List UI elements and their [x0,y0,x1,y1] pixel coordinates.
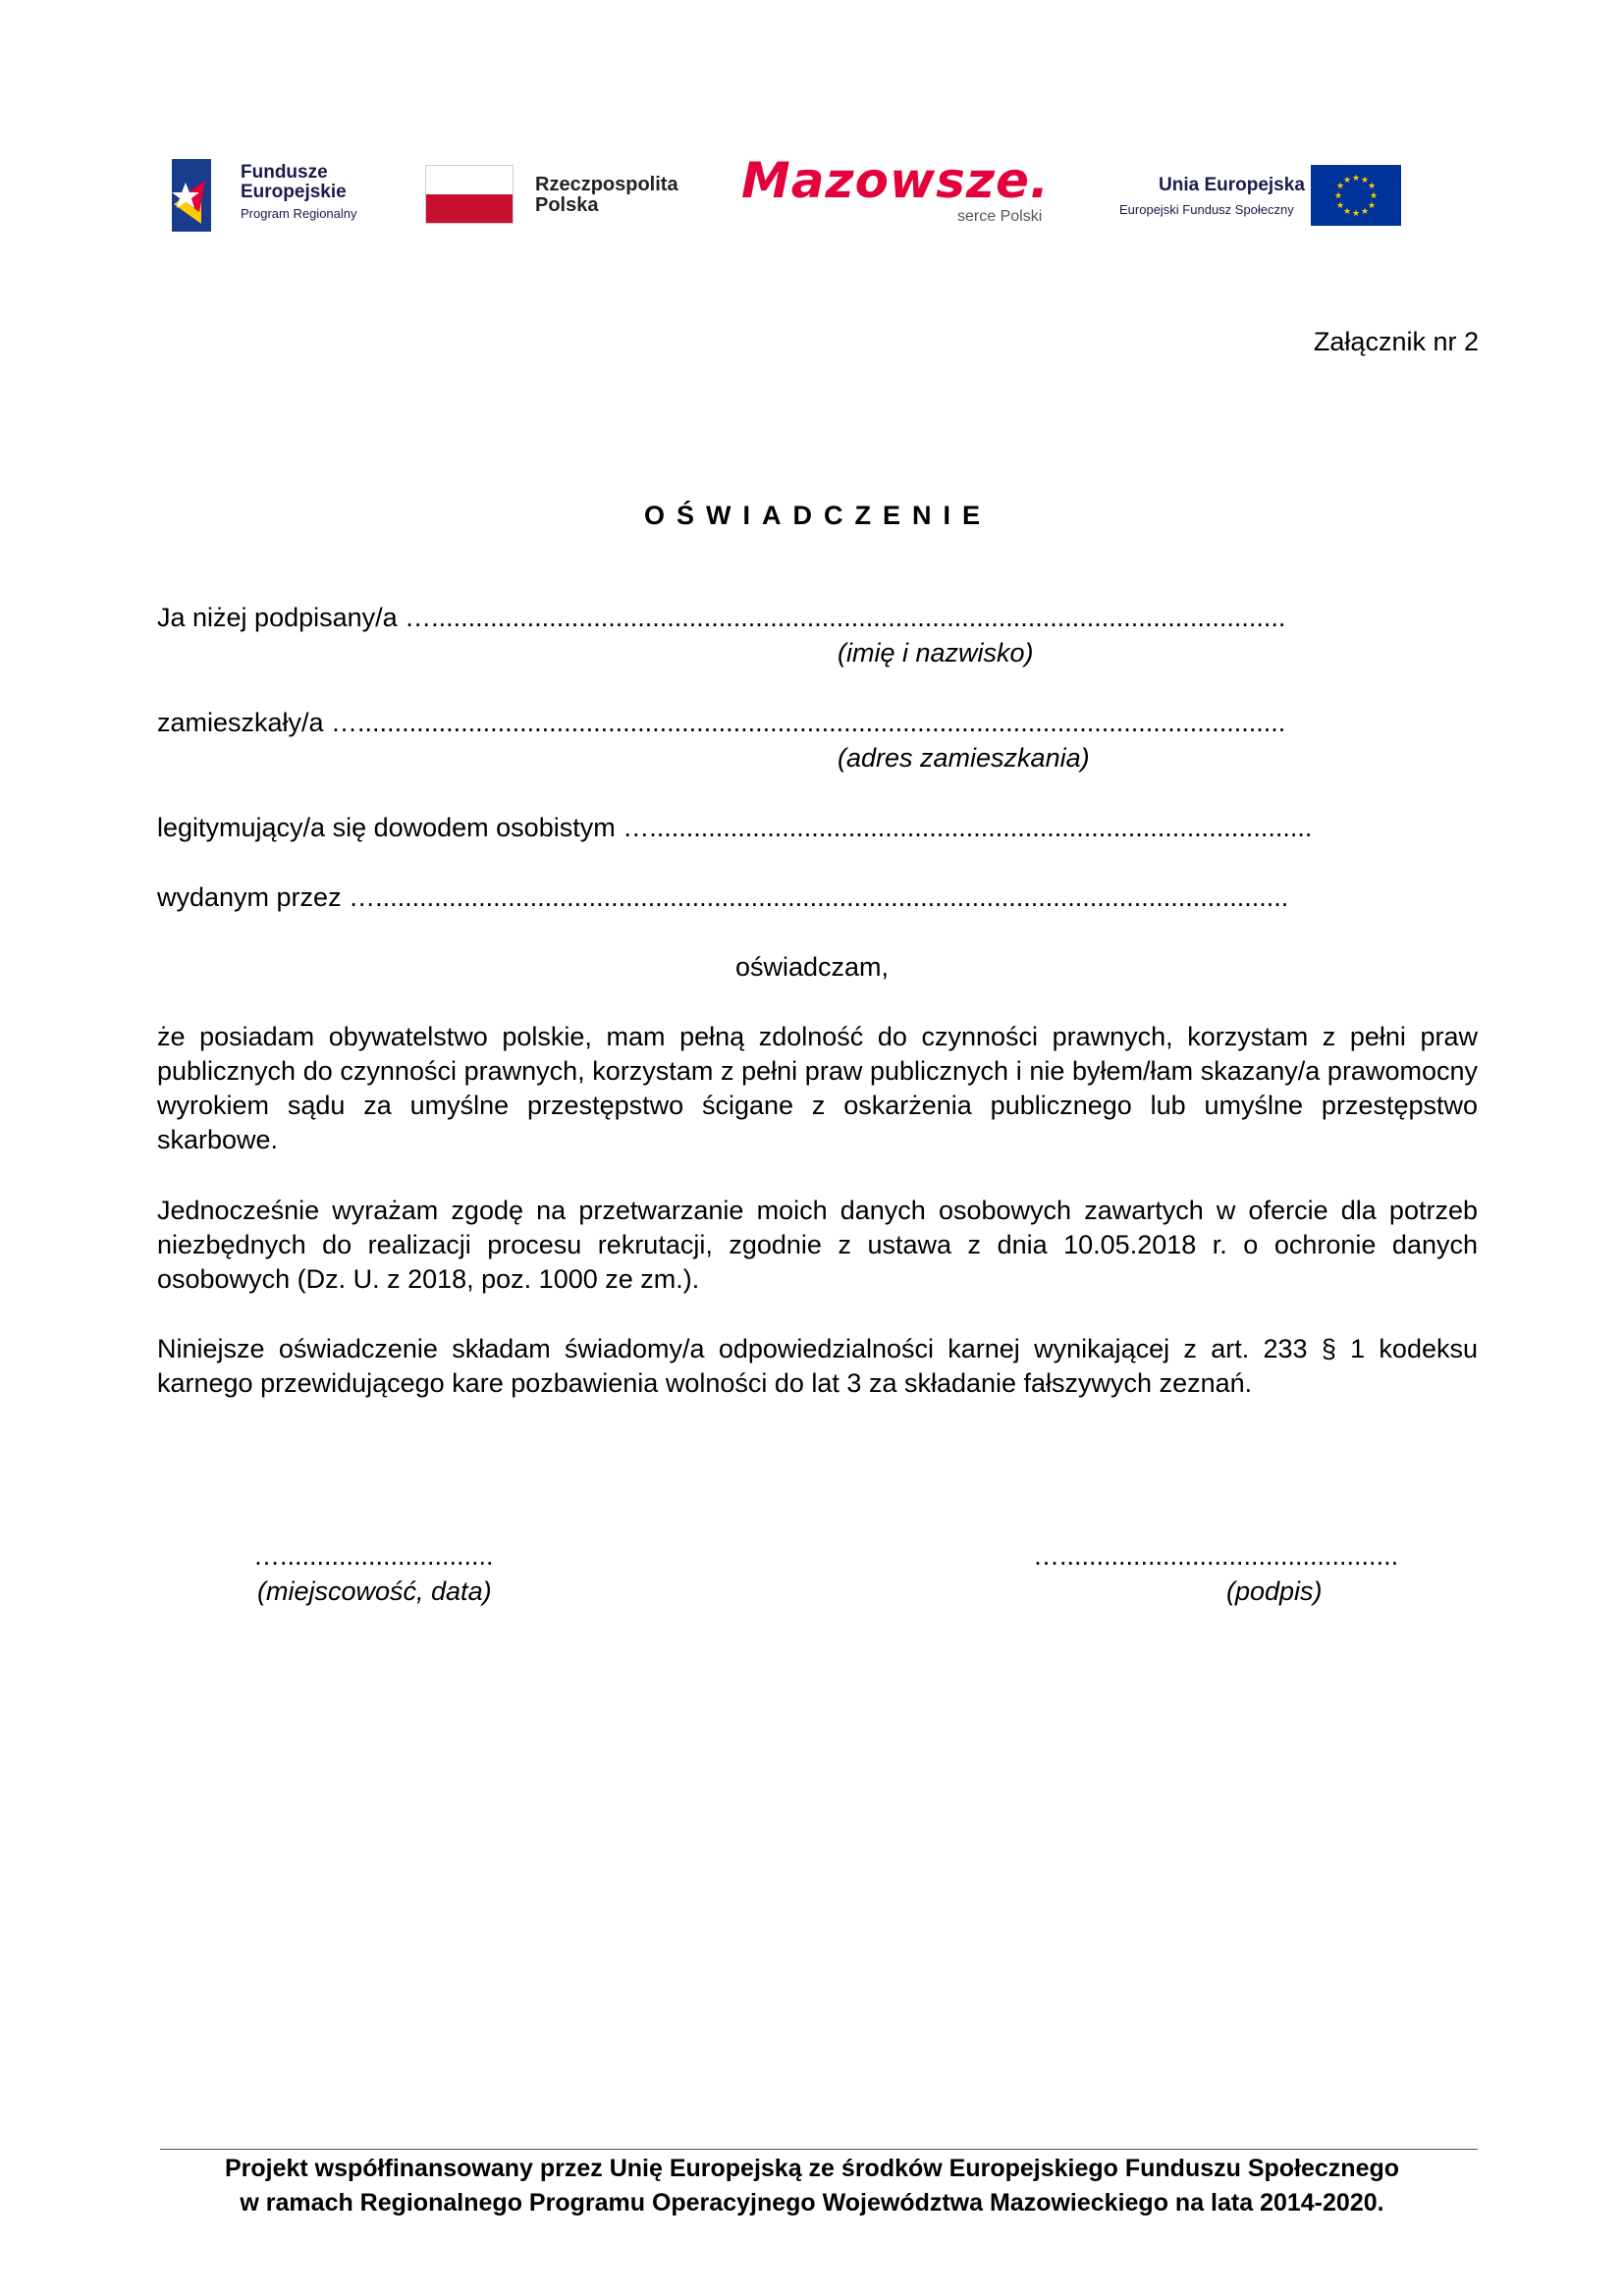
footer-divider [160,2149,1478,2150]
paragraph-liability: Niniejsze oświadczenie składam świadomy/a odpowiedzialności karnej wynikającej z art. 233 § 1 kodeksu karnego przewidującego kare pozbawienia wolności do lat 3 za składanie fałszywych zeznań. [157,1334,1478,1398]
document-title: OŚWIADCZENIE [643,501,992,530]
eu-flag-icon [1311,165,1401,226]
svg-text:★: ★ [1367,182,1377,191]
footer-line-1: Projekt współfinansowany przez Unię Europejską ze środków Europejskiego Funduszu Społecznego [224,2155,1400,2182]
place-date-label: (miejscowość, data) [257,1576,492,1606]
logo-fundusze-europejskie [172,147,407,236]
address-hint: (adres zamieszkania) [838,743,1090,773]
svg-text:★: ★ [1335,182,1345,191]
place-date-field[interactable]: …............................. [253,1541,494,1571]
ue-fund-name: Europejski Fundusz Społeczny [1119,202,1294,217]
logo-bar [162,147,1429,236]
svg-text:★: ★ [1342,176,1352,186]
svg-text:★: ★ [1351,209,1361,219]
mazowsze-wordmark: Mazowsze. [741,152,1050,209]
svg-text:★: ★ [1367,201,1377,211]
issued-by-field[interactable]: wydanym przez …............................................................................................................................ [157,882,1289,912]
fe-name-line1: Fundusze [241,162,328,183]
svg-text:★: ★ [1369,191,1379,201]
fundusze-europejskie-emblem-icon [172,155,231,234]
mazowsze-tagline: serce Polski [957,208,1043,225]
svg-text:★: ★ [1335,201,1345,211]
svg-text:★: ★ [1360,207,1370,217]
ue-name: Unia Europejska [1159,175,1305,195]
logo-rzeczpospolita-polska [425,147,700,236]
svg-text:★: ★ [1351,174,1361,184]
address-field[interactable]: zamieszkały/a ….............................................................................................................................. [157,708,1286,737]
annex-label: Załącznik nr 2 [1313,327,1479,356]
declare-heading: oświadczam, [734,952,890,982]
id-document-field[interactable]: legitymujący/a się dowodem osobistym ….......................................................................................... [157,813,1313,842]
signature-field[interactable]: ….............................................. [1033,1541,1399,1571]
logo-mazowsze [741,147,1065,236]
svg-text:★: ★ [1342,207,1352,217]
polish-flag-icon [425,165,514,224]
svg-text:★: ★ [1333,191,1343,201]
eu-stars-icon [1311,165,1401,226]
footer-line-2: w ramach Regionalnego Programu Operacyjnego Województwa Mazowieckiego na lata 2014-2020. [240,2189,1384,2216]
svg-text:★: ★ [1360,176,1370,186]
signature-label: (podpis) [1226,1576,1323,1606]
rp-name-line2: Polska [535,194,599,216]
name-field[interactable]: Ja niżej podpisany/a ….................................................................................................................... [157,603,1286,632]
rp-name-line1: Rzeczpospolita [535,174,678,195]
fe-name-line2: Europejskie [241,182,347,202]
logo-unia-europejska [1119,147,1434,236]
fe-program-label: Program Regionalny [241,206,357,221]
paragraph-data-consent: Jednocześnie wyrażam zgodę na przetwarzanie moich danych osobowych zawartych w ofercie dla potrzeb niezbędnych do realizacji procesu rekrutacji, zgodnie z ustawa z dnia 10.05.2018 r. o ochronie danych osobowych (Dz. U. z 2018, poz. 1000 ze zm.). [157,1196,1478,1294]
paragraph-citizenship: że posiadam obywatelstwo polskie, mam pełną zdolność do czynności prawnych, korzystam z pełni praw publicznych do czynności prawnych, korzystam z pełni praw publicznych i nie byłem/łam skazany/a prawomocny wyrokiem sądu za umyślne przestępstwo ścigane z oskarżenia publicznego lub umyślne przestępstwo skarbowe. [157,1022,1478,1154]
name-hint: (imię i nazwisko) [838,638,1034,667]
